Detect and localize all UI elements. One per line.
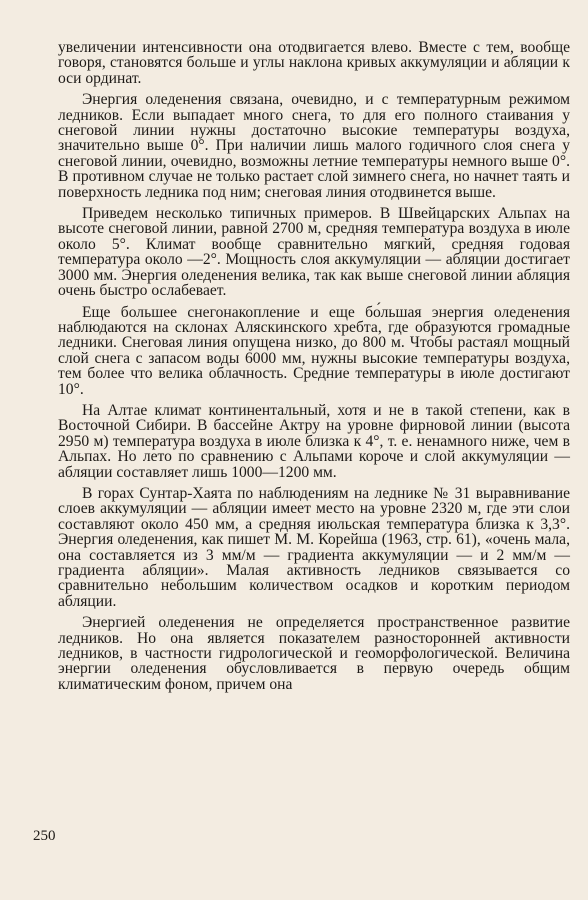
- page-number: 250: [33, 828, 56, 844]
- paragraph-alaska-range: Еще большее снегонакопление и еще бо́льшая энергия оледенения наблюдаются на склонах Аляскинского хребта, где образуются громадные ледники. Снеговая линия опущена низко, до 800 м. Чтобы растаял мощный слой снега с запасом воды 6000 мм, нужны высокие температуры воздуха, тем более что велика облачность. Средние температуры в июле достигают 10°.: [58, 303, 570, 398]
- paragraph-swiss-alps: Приведем несколько типичных примеров. В Швейцарских Альпах на высоте снеговой линии, равной 2700 м, средняя температура воздуха в июле около 5°. Климат вообще сравнительно мягкий, средняя годовая температура около —2°. Мощность слоя аккумуляции — абляции достигает 3000 мм. Энергия оледенения велика, так как выше снеговой линии абляция очень быстро ослабевает.: [58, 205, 570, 300]
- paragraph-continuation: увеличении интенсивности она отодвигается влево. Вместе с тем, вообще говоря, становятся больше и углы наклона кривых аккумуляции и абляции к оси ординат.: [58, 39, 570, 87]
- paragraph-altai: На Алтае климат континентальный, хотя и не в такой степени, как в Восточной Сибири. В бассейне Актру на уровне фирновой линии (высота 2950 м) температура воздуха в июле близка к 4°, т. е. ненамного ниже, чем в Альпах. Но лето по сравнению с Альпами короче и слой аккумуляции — абляции составляет лишь 1000—1200 мм.: [58, 401, 570, 481]
- paragraph-suntar-khayata: В горах Сунтар-Хаята по наблюдениям на леднике № 31 выравнивание слоев аккумуляции — абляции имеет место на уровне 2320 м, где эти слои составляют около 450 мм, а средняя июльская температура близка к 3,3°. Энергия оледенения, как пишет М. М. Корейша (1963, стр. 61), «очень мала, она составляется из 3 мм/м — градиента аккумуляции — и 2 мм/м — градиента абляции». Малая активность ледников связывается со сравнительно небольшим количеством осадков и коротким периодом абляции.: [58, 484, 570, 610]
- paragraph-glaciation-energy: Энергией оледенения не определяется пространственное развитие ледников. Но она является показателем разносторонней активности ледников, в частности гидрологической и геоморфологической. Величина энергии оледенения обусловливается в первую очередь общим климатическим фоном, причем она: [58, 614, 570, 693]
- paragraph-temperature-regime: Энергия оледенения связана, очевидно, и с температурным режимом ледников. Если выпадает много снега, то для его полного стаивания у снеговой линии нужны достаточно высокие температуры воздуха, значительно выше 0°. При наличии лишь малого годичного слоя снега у снеговой линии, очевидно, возможны летние температуры немного выше 0°. В противном случае не только растает слой зимнего снега, но начнет таять и поверхность ледника под ним; снеговая линия отодвинется выше.: [58, 91, 570, 201]
